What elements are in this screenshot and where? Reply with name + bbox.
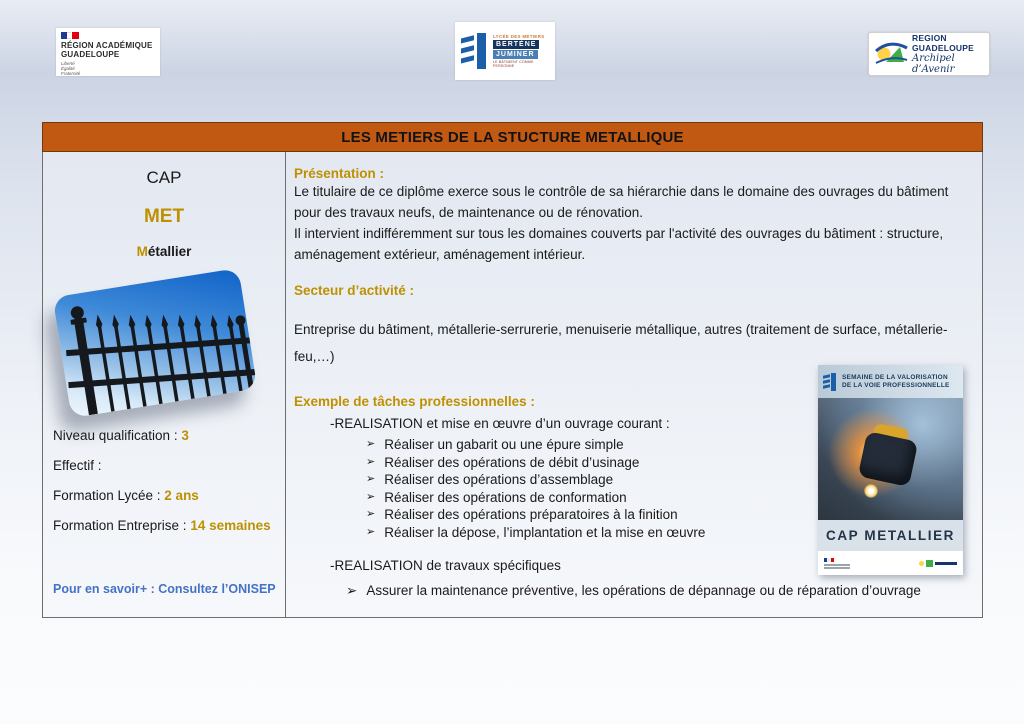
metal-gate-photo [53,268,258,418]
motto-fraternite: Fraternité [61,71,81,76]
taches-heading: Exemple de tâches professionnelles : [294,394,535,409]
poster-event-line2: DE LA VOIE PROFESSIONNELLE [842,381,950,389]
field-effectif-label: Effectif : [53,458,102,473]
diploma-detail-panel [286,152,982,617]
arrow-bullet-icon: ➢ [366,525,376,538]
field-entreprise-value: 14 semaines [190,518,271,533]
secteur-text: Entreprise du bâtiment, métallerie-serrurerie, menuiserie métallique, autres (traitement de surface, métallerie-feu,…) [294,322,948,364]
arrow-bullet-icon: ➢ [366,490,376,503]
onisep-link[interactable]: Pour en savoir+ : Consultez l’ONISEP [53,582,276,596]
list-item [366,436,826,454]
building-icon [459,31,489,71]
tache-3: Réaliser des opérations d’assemblage [384,472,614,487]
lycee-des-metiers-label: LYCÉE DES MÉTIERS [493,34,545,39]
diploma-summary-panel [43,152,286,617]
poster-event-line1: SEMAINE DE LA VALORISATION [842,373,948,381]
diploma-job-name [43,244,285,259]
program-table [42,122,983,618]
presentation-paragraph-2: Il intervient indifféremment sur tous les domaines couverts par l'activité des ouvrages du bâtiment : structure, aménagement extérieur, aménagement intérieur. [294,226,944,262]
tache-2: Réaliser des opérations de débit d’usinage [384,454,640,470]
welder-photo [818,398,963,520]
arrow-bullet-icon: ➢ [346,583,358,598]
poster-footer [818,551,963,575]
training-fields [53,428,279,533]
diploma-code: MET [143,206,185,227]
presentation-heading: Présentation : [294,166,385,181]
cap-metallier-poster [818,365,963,575]
motto-liberte: Liberté [61,61,75,66]
mini-region-logo-icon [919,560,957,567]
arrow-bullet-icon: ➢ [366,455,376,468]
field-effectif [53,458,279,473]
field-lycee-value: 2 ans [164,488,199,503]
realisation-ouvrage-courant: -REALISATION et mise en œuvre d’un ouvrage courant : [330,416,670,431]
taches-list-2 [346,582,970,600]
tache-6: Réaliser la dépose, l’implantation et la mise en œuvre [384,524,706,540]
job-rest: étallier [147,244,192,259]
mini-academie-logo-icon [824,558,850,569]
presentation-paragraph-1: Le titulaire de ce diplôme exerce sous le contrôle de sa hiérarchie dans le domaine des ouvrages du bâtiment pour des travaux neufs, de maintenance ou de rénovation. [294,184,949,220]
tache-maintenance: Assurer la maintenance préventive, les opérations de dépannage ou de réparation d’ouvrage [366,583,921,598]
tache-5: Réaliser des opérations préparatoires à la finition [384,507,678,522]
region-guadeloupe-icon [874,37,908,71]
arrow-bullet-icon: ➢ [366,508,376,520]
list-item [366,471,826,489]
lycee-name-bertene: BERTÈNE [493,40,539,49]
list-item [366,489,826,507]
field-niveau-value: 3 [181,428,189,443]
tache-4: Réaliser des opérations de conformation [384,489,627,505]
field-niveau [53,428,279,443]
job-initial: M [136,244,148,259]
taches-list-1 [366,436,826,541]
lycee-name-juminer: JUMINER [493,50,538,59]
poster-title: CAP METALLIER [825,528,956,543]
logo-lycee-bertene-juminer [455,22,555,80]
list-item [366,506,826,524]
poster-header [818,365,963,398]
realisation-travaux-specifiques: -REALISATION de travaux spécifiques [330,558,561,573]
logo-region-guadeloupe [868,32,990,76]
logo-region-academique [56,28,160,76]
field-entreprise-label: Formation Entreprise : [53,518,191,533]
weld-spark [864,484,878,498]
lycee-mini-logo-icon [822,372,838,392]
french-flag-icon [61,32,79,39]
lycee-tagline: LE BÂTIMENT COMME PERSONNE [493,60,534,68]
list-item [366,454,826,472]
page-title: LES METIERS DE LA STUCTURE METALLIQUE [341,128,684,146]
list-item [366,524,826,542]
title-bar [42,122,983,152]
arrow-bullet-icon: ➢ [366,438,376,450]
motto-egalite: Égalité [61,66,75,71]
arrow-bullet-icon: ➢ [366,473,376,485]
welder-helmet [858,431,918,487]
list-item [346,582,970,600]
field-formation-lycee [53,488,279,503]
academie-name-line2: GUADELOUPE [61,50,120,59]
academie-name-line1: RÉGION ACADÉMIQUE [61,41,153,50]
region-tagline: Archipel d’Avenir [912,53,955,75]
poster-title-band [818,520,963,551]
diploma-level: CAP [146,168,182,187]
tache-1: Réaliser un gabarit ou une épure simple [384,437,624,452]
field-niveau-label: Niveau qualification : [53,428,182,443]
field-formation-entreprise [53,518,279,533]
region-name: REGION GUADELOUPE [912,33,974,53]
secteur-heading: Secteur d’activité : [294,283,415,298]
field-lycee-label: Formation Lycée : [53,488,165,503]
